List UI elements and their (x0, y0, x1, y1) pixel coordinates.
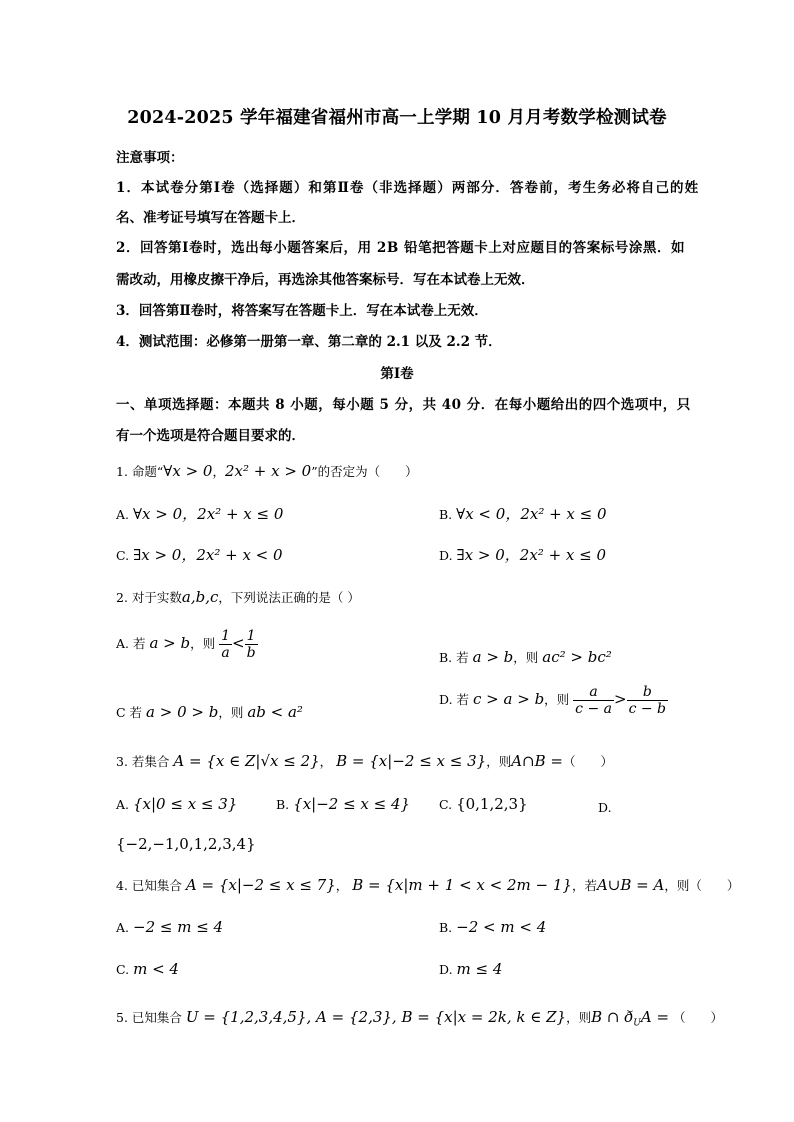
note-2-line-1: 2．回答第Ⅰ卷时，选出每小题答案后，用 2B 铅笔把答题卡上对应题目的答案标号涂黑．如 (116, 240, 686, 256)
q1-option-a-label: A. (116, 507, 130, 522)
question-4-stem: 4. 已知集合 A = {x|−2 ≤ x ≤ 7}， B = {x|m + 1 < x < 2m − 1}，若A∪B = A，则（ ） (116, 876, 740, 894)
q2-option-d-then: ，则 (544, 692, 570, 707)
q3-option-d-text: {−2,−1,0,1,2,3,4} (116, 835, 256, 853)
q4-option-a[interactable] (116, 918, 223, 936)
q3-option-a-label: A. (116, 797, 130, 812)
q2-option-a-then: ，则 (190, 636, 216, 651)
q1-math-2: 2x² + x > 0 (224, 462, 312, 480)
q4-option-c-label: C. (116, 962, 130, 977)
question-2-stem (116, 588, 360, 606)
q2-fraction-1-over-a: $\frac{1}{a}$ (221, 628, 231, 661)
q2-option-a[interactable]: A. 若 a > b，则 $\frac{1}{a}$ < $\frac{1}{b}$ (116, 628, 256, 661)
q3-ask: A∩B = (511, 752, 563, 770)
q4-suffix: ，则（ ） (664, 878, 740, 893)
q3-option-c-label: C. (439, 797, 453, 812)
q2-option-d-condition: c > a > b (473, 690, 545, 708)
q2-fraction-a-over-c-minus-a: $\frac{a}{c - a}$ (575, 684, 612, 717)
q3-prefix: 3. 若集合 (116, 754, 170, 769)
q1-option-b[interactable] (439, 503, 607, 524)
q2-option-a-label: A. 若 (116, 636, 146, 651)
q2-suffix: ，下列说法正确的是（ ） (218, 590, 360, 605)
q1-option-b-text: ∀x < 0，2x² + x ≤ 0 (456, 505, 607, 523)
question-5-stem (116, 1008, 723, 1029)
q1-option-d-label: D. (439, 548, 453, 563)
q4-option-a-label: A. (116, 920, 130, 935)
section-1-line-1: 一、单项选择题：本题共 8 小题，每小题 5 分，共 40 分．在每小题给出的四个选项中，只 (116, 397, 691, 413)
q4-condition: A∪B = A (596, 876, 665, 894)
note-3: 3．回答第Ⅱ卷时，将答案写在答题卡上．写在本试卷上无效． (116, 303, 488, 319)
q1-comma: ， (212, 464, 225, 479)
q3-option-b-text: {x|−2 ≤ x ≤ 4} (293, 795, 411, 813)
q3-then: ，则 (486, 754, 512, 769)
q2-option-c-math: ab < a² (247, 703, 303, 721)
q2-vars: a,b,c (181, 588, 219, 606)
q2-option-c-then: ，则 (218, 705, 244, 720)
q1-option-c[interactable] (116, 544, 283, 565)
q3-option-a[interactable] (116, 795, 237, 813)
q2-fraction-1-over-b: $\frac{1}{b}$ (246, 628, 256, 661)
q1-option-d[interactable] (439, 544, 606, 565)
q4-set-b: B = {x|m + 1 < x < 2m − 1} (352, 876, 572, 894)
q2-option-b-math: ac² > bc² (542, 648, 612, 666)
q4-if: ，若 (571, 878, 597, 893)
q2-option-c-condition: a > 0 > b (146, 703, 219, 721)
q3-option-b[interactable] (276, 795, 410, 813)
exam-title: 2024-2025 学年福建省福州市高一上学期 10 月月考数学检测试卷 (127, 108, 667, 128)
q3-set-b: B = {x|−2 ≤ x ≤ 3} (336, 752, 487, 770)
q4-option-d-text: m ≤ 4 (456, 960, 503, 978)
q3-option-c[interactable] (439, 795, 528, 813)
q3-suffix: （ ） (562, 754, 613, 769)
section-1-line-2: 有一个选项是符合题目要求的． (116, 428, 305, 444)
q5-sets: U = {1,2,3,4,5}, A = {2,3}, B = {x|x = 2k, k ∈ Z} (185, 1008, 567, 1026)
q2-option-b[interactable] (439, 648, 612, 666)
q3-option-b-label: B. (276, 797, 290, 812)
q5-ask: B ∩ ð (591, 1008, 634, 1026)
q1-option-b-label: B. (439, 507, 453, 522)
q2-option-c-label: C 若 (116, 705, 143, 720)
q1-option-c-label: C. (116, 548, 130, 563)
q3-option-d[interactable] (116, 835, 256, 853)
q2-fraction-b-over-c-minus-b: $\frac{b}{c - b}$ (628, 684, 667, 717)
q2-option-c[interactable] (116, 703, 303, 721)
q3-set-a: A = {x ∈ Z|√x ≤ 2} (173, 752, 320, 770)
q2-option-d-label: D. 若 (439, 692, 470, 707)
note-1-line-1: 1．本试卷分第Ⅰ卷（选择题）和第Ⅱ卷（非选择题）两部分．答卷前，考生务必将自己的姓 (116, 180, 700, 196)
q2-option-b-then: ，则 (513, 650, 539, 665)
q5-then: ，则 (566, 1010, 592, 1025)
q1-math-1: ∀x > 0 (163, 462, 213, 480)
note-4: 4．测试范围：必修第一册第一章、第二章的 2.1 以及 2.2 节． (116, 334, 502, 350)
q1-option-a-text: ∀x > 0，2x² + x ≤ 0 (133, 505, 284, 523)
q5-ask-2: A = (640, 1008, 670, 1026)
q2-option-d[interactable]: D. 若 c > a > b，则 $\frac{a}{c - a}$ > $\frac{b}{c - b}$ (439, 684, 667, 717)
q4-option-d[interactable] (439, 960, 502, 978)
q4-set-a: A = {x|−2 ≤ x ≤ 7} (185, 876, 336, 894)
notes-heading: 注意事项： (116, 150, 184, 166)
volume-label: 第Ⅰ卷 (380, 366, 414, 382)
q4-option-c[interactable] (116, 960, 179, 978)
q4-option-d-label: D. (439, 962, 453, 977)
q3-option-c-text: {0,1,2,3} (456, 795, 528, 813)
q1-prefix: 1. 命题“ (116, 464, 164, 479)
q2-option-b-label: B. 若 (439, 650, 469, 665)
q5-suffix: （ ） (673, 1010, 724, 1025)
q4-option-a-text: −2 ≤ m ≤ 4 (133, 918, 224, 936)
q4-option-b[interactable] (439, 918, 546, 936)
q2-option-a-condition: a > b (149, 634, 191, 652)
q2-option-b-condition: a > b (472, 648, 514, 666)
question-3-stem: 3. 若集合 A = {x ∈ Z|√x ≤ 2}， B = {x|−2 ≤ x ≤ 3}，则A∩B =（ ） (116, 752, 613, 770)
q3-option-a-text: {x|0 ≤ x ≤ 3} (133, 795, 238, 813)
q4-prefix: 4. 已知集合 (116, 878, 182, 893)
q4-option-b-label: B. (439, 920, 453, 935)
q4-option-c-text: m < 4 (133, 960, 179, 978)
q1-suffix: ”的否定为（ ） (311, 464, 418, 479)
note-2-line-2: 需改动，用橡皮擦干净后，再选涂其他答案标号．写在本试卷上无效． (116, 272, 535, 288)
q2-prefix: 2. 对于实数 (116, 590, 182, 605)
q1-option-d-text: ∃x > 0，2x² + x ≤ 0 (456, 546, 607, 564)
note-1-line-2: 名、准考证号填写在答题卡上． (116, 210, 305, 226)
q3-option-d-label[interactable]: D. (598, 800, 612, 815)
q5-prefix: 5. 已知集合 (116, 1010, 182, 1025)
question-1-stem (116, 462, 418, 480)
q5-subscript: U (633, 1018, 641, 1029)
q4-option-b-text: −2 < m < 4 (456, 918, 547, 936)
q1-option-a[interactable] (116, 503, 283, 524)
q1-option-c-text: ∃x > 0，2x² + x < 0 (133, 546, 283, 564)
